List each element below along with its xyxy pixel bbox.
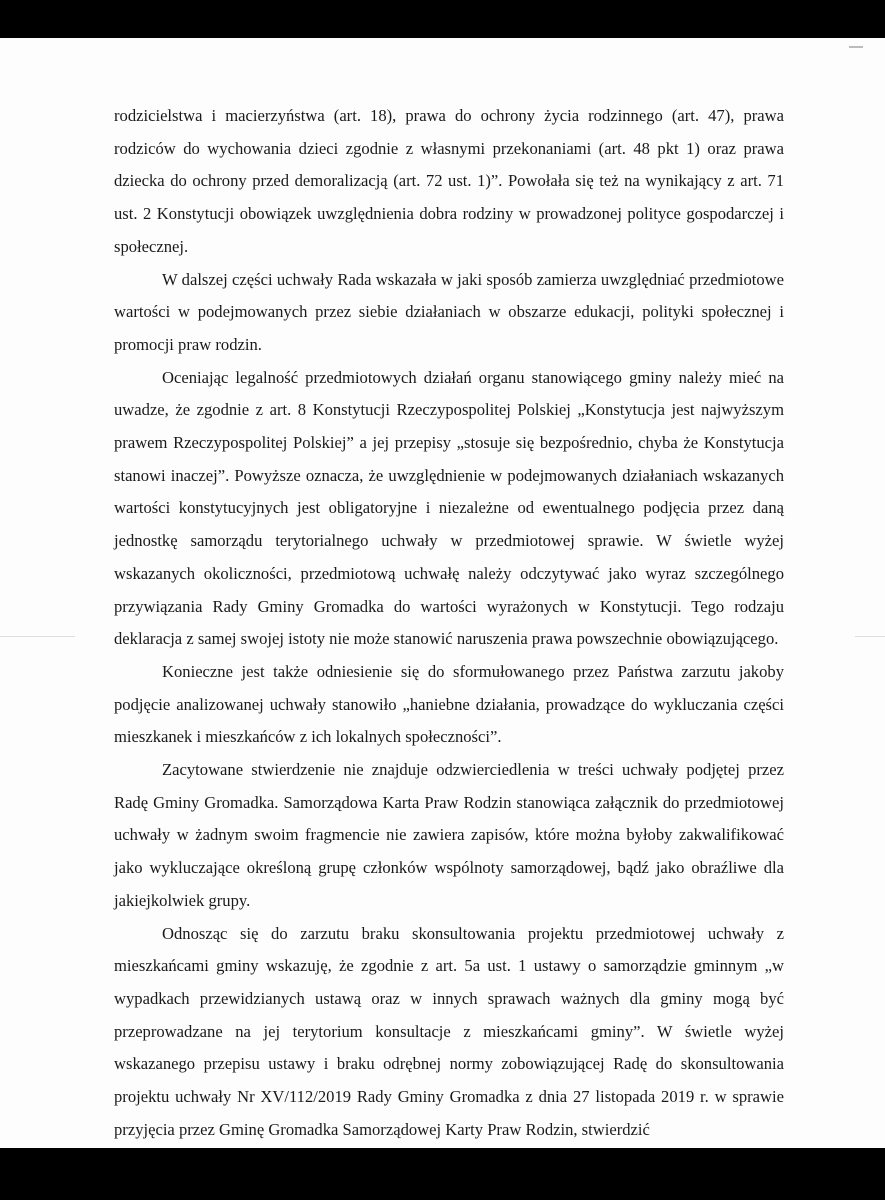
scanned-document-page	[0, 38, 885, 1148]
paragraph: Konieczne jest także odniesienie się do sformułowanego przez Państwa zarzutu jakoby podjęcie analizowanej uchwały stanowiło „haniebne działania, prowadzące do wykluczania części mieszkanek i mieszkańców z ich lokalnych społeczności”.	[114, 661, 784, 747]
paragraph: W dalszej części uchwały Rada wskazała w jaki sposób zamierza uwzględniać przedmiotowe wartości w podejmowanych przez siebie działaniach w obszarze edukacji, polityki społecznej i promocji praw rodzin.	[114, 269, 784, 354]
scan-fold-line-left	[0, 636, 75, 637]
bottom-black-bar	[0, 1148, 885, 1200]
scan-mark	[849, 46, 863, 48]
paragraph: Oceniając legalność przedmiotowych działań organu stanowiącego gminy należy mieć na uwadze, że zgodnie z art. 8 Konstytucji Rzeczypospolitej Polskiej „Konstytucja jest najwyższym prawem Rzeczypospolitej Polskiej” a jej przepisy „stosuje się bezpośrednio, chyba że Konstytucja stanowi inaczej”. Powyższe oznacza, że uwzględnienie w podejmowanych działaniach wskazanych wartości konstytucyjnych jest obligatoryjne i niezależne od ewentualnego podjęcia przez daną jednostkę samorządu terytorialnego uchwały w przedmiotowej sprawie. W świetle wyżej wskazanych okoliczności, przedmiotową uchwałę należy odczytywać jako wyraz szczególnego przywiązania Rady Gminy Gromadka do wartości wyrażonych w Konstytucji. Tego rodzaju deklaracja z samej swojej istoty nie może stanowić naruszenia prawa powszechnie obowiązującego.	[114, 367, 784, 649]
paragraph: Odnosząc się do zarzutu braku skonsultowania projektu przedmiotowej uchwały z mieszkańcami gminy wskazuję, że zgodnie z art. 5a ust. 1 ustawy o samorządzie gminnym „w wypadkach przewidzianych ustawą oraz w innych sprawach ważnych dla gminy mogą być przeprowadzane na jej terytorium konsultacje z mieszkańcami gminy”. W świetle wyżej wskazanego przepisu ustawy i braku odrębnej normy zobowiązującej Radę do skonsultowania projektu uchwały Nr XV/112/2019 Rady Gminy Gromadka z dnia 27 listopada 2019 r. w sprawie przyjęcia przez Gminę Gromadka Samorządowej Karty Praw Rodzin, stwierdzić	[114, 923, 784, 1139]
paragraph-continuation: rodzicielstwa i macierzyństwa (art. 18), prawa do ochrony życia rodzinnego (art. 47), prawa rodziców do wychowania dzieci zgodnie z własnymi przekonaniami (art. 48 pkt 1) oraz prawa dziecka do ochrony przed demoralizacją (art. 72 ust. 1)”. Powołała się też na wynikający z art. 71 ust. 2 Konstytucji obowiązek uwzględnienia dobra rodziny w prowadzonej polityce gospodarczej i społecznej.	[114, 106, 784, 256]
document-body	[114, 100, 784, 1147]
paragraph: Zacytowane stwierdzenie nie znajduje odzwierciedlenia w treści uchwały podjętej przez Radę Gminy Gromadka. Samorządowa Karta Praw Rodzin stanowiąca załącznik do przedmiotowej uchwały w żadnym swoim fragmencie nie zawiera zapisów, które można byłoby zakwalifikować jako wykluczające określoną grupę członków wspólnoty samorządowej, bądź jako obraźliwe dla jakiejkolwiek grupy.	[114, 760, 784, 910]
top-black-bar	[0, 0, 885, 38]
scan-fold-line-right	[855, 636, 885, 637]
